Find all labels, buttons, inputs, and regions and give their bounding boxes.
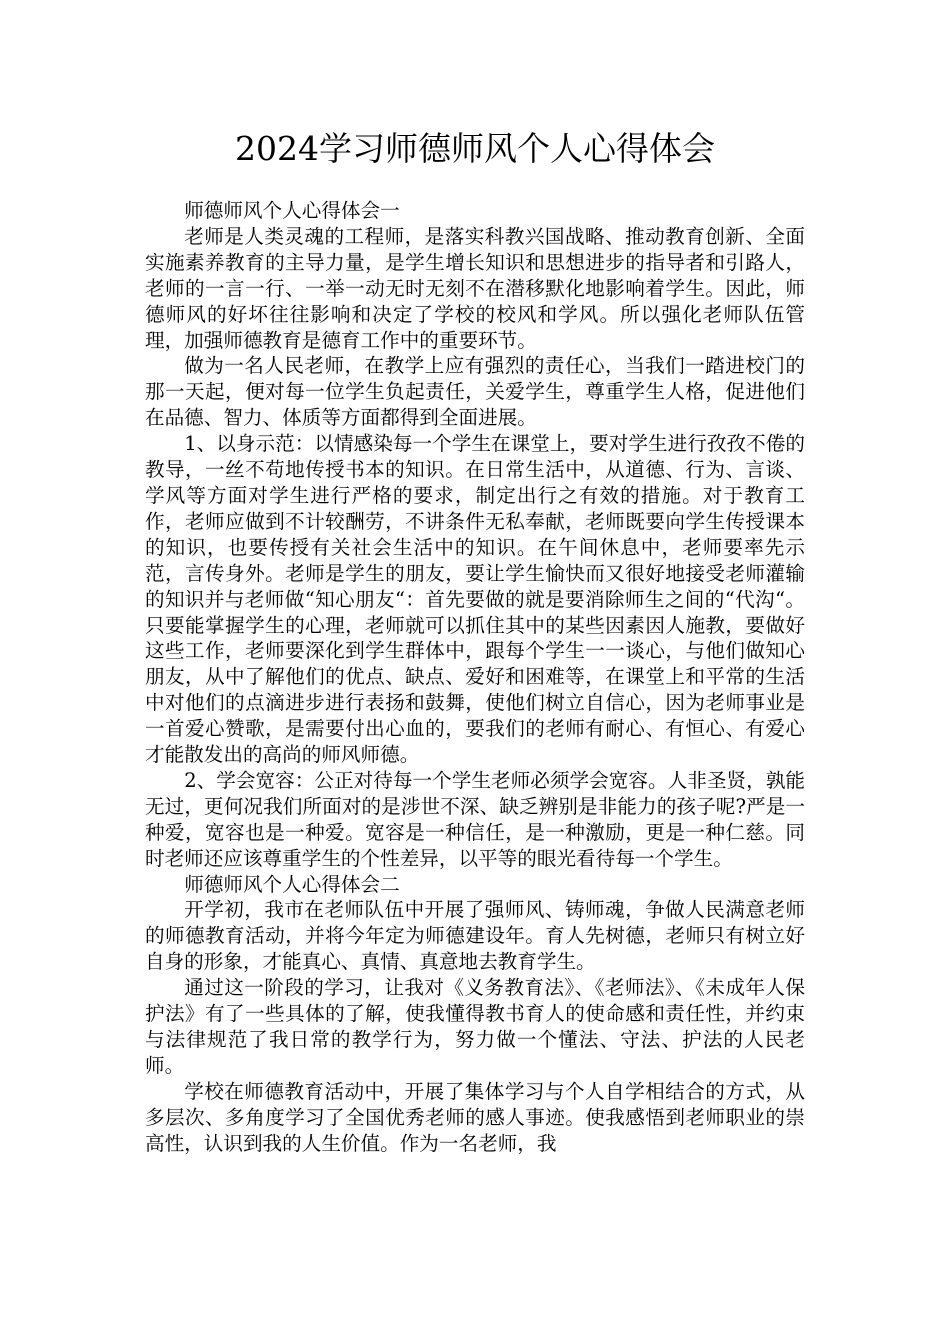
paragraph: 2、学会宽容：公正对待每一个学生老师必须学会宽容。人非圣贤，孰能无过，更何况我们所面对的是涉世不深、缺乏辨别是非能力的孩子呢?严是一种爱，宽容也是一种爱。宽容是一种信任，是一种激励，更是一种仁慈。同时老师还应该尊重学生的个性差异，以平等的眼光看待每一个学生。 <box>145 768 805 870</box>
paragraph: 通过这一阶段的学习，让我对《义务教育法》、《老师法》、《未成年人保护法》有了一些具体的了解，使我懂得教书育人的使命感和责任性，并约束与法律规范了我日常的教学行为，努力做一个懂法、守法、护法的人民老师。 <box>145 976 805 1077</box>
document-body <box>145 198 805 1157</box>
paragraph: 做为一名人民老师，在教学上应有强烈的责任心，当我们一踏进校门的那一天起，便对每一位学生负起责任，关爱学生，尊重学生人格，促进他们在品德、智力、体质等方面都得到全面进展。 <box>145 354 805 430</box>
paragraph: 学校在师德教育活动中，开展了集体学习与个人自学相结合的方式，从多层次、多角度学习了全国优秀老师的感人事迹。使我感悟到老师职业的崇高性，认识到我的人生价值。作为一名老师，我 <box>145 1079 805 1155</box>
section-heading: 师德师风个人心得体会一 <box>184 199 400 222</box>
paragraph: 老师是人类灵魂的工程师，是落实科教兴国战略、推动教育创新、全面实施素养教育的主导力量，是学生增长知识和思想进步的指导者和引路人，老师的一言一行、一举一动无时无刻不在潜移默化地影响着学生。因此，师德师风的好坏往往影响和决定了学校的校风和学风。所以强化老师队伍管理，加强师德教育是德育工作中的重要环节。 <box>145 224 805 352</box>
paragraph: 1、以身示范：以情感染每一个学生在课堂上，要对学生进行孜孜不倦的教导，一丝不苟地传授书本的知识。在日常生活中，从道德、行为、言谈、学风等方面对学生进行严格的要求，制定出行之有效的措施。对于教育工作，老师应做到不计较酬劳，不讲条件无私奉献，老师既要向学生传授课本的知识，也要传授有关社会生活中的知识。在午间休息中，老师要率先示范，言传身外。老师是学生的朋友，要让学生愉快而又很好地接受老师灌输的知识并与老师做“知心朋友“：首先要做的就是要消除师生之间的“代沟“。只要能掌握学生的心理，老师就可以抓住其中的某些因素因人施教，要做好这些工作，老师要深化到学生群体中，跟每个学生一一谈心，与他们做知心朋友，从中了解他们的优点、缺点、爱好和困难等，在课堂上和平常的生活中对他们的点滴进步进行表扬和鼓舞，使他们树立自信心，因为老师事业是一首爱心赞歌，是需要付出心血的，要我们的老师有耐心、有恒心、有爱心才能散发出的高尚的师风师德。 <box>145 432 805 767</box>
section-heading: 师德师风个人心得体会二 <box>184 872 400 896</box>
document-title: 2024学习师德师风个人心得体会 <box>235 129 715 168</box>
paragraph: 开学初，我市在老师队伍中开展了强师风、铸师魂，争做人民满意老师的师德教育活动，并将今年定为师德建设年。育人先树德，老师只有树立好自身的形象，才能真心、真情、真意地去教育学生。 <box>145 898 805 974</box>
